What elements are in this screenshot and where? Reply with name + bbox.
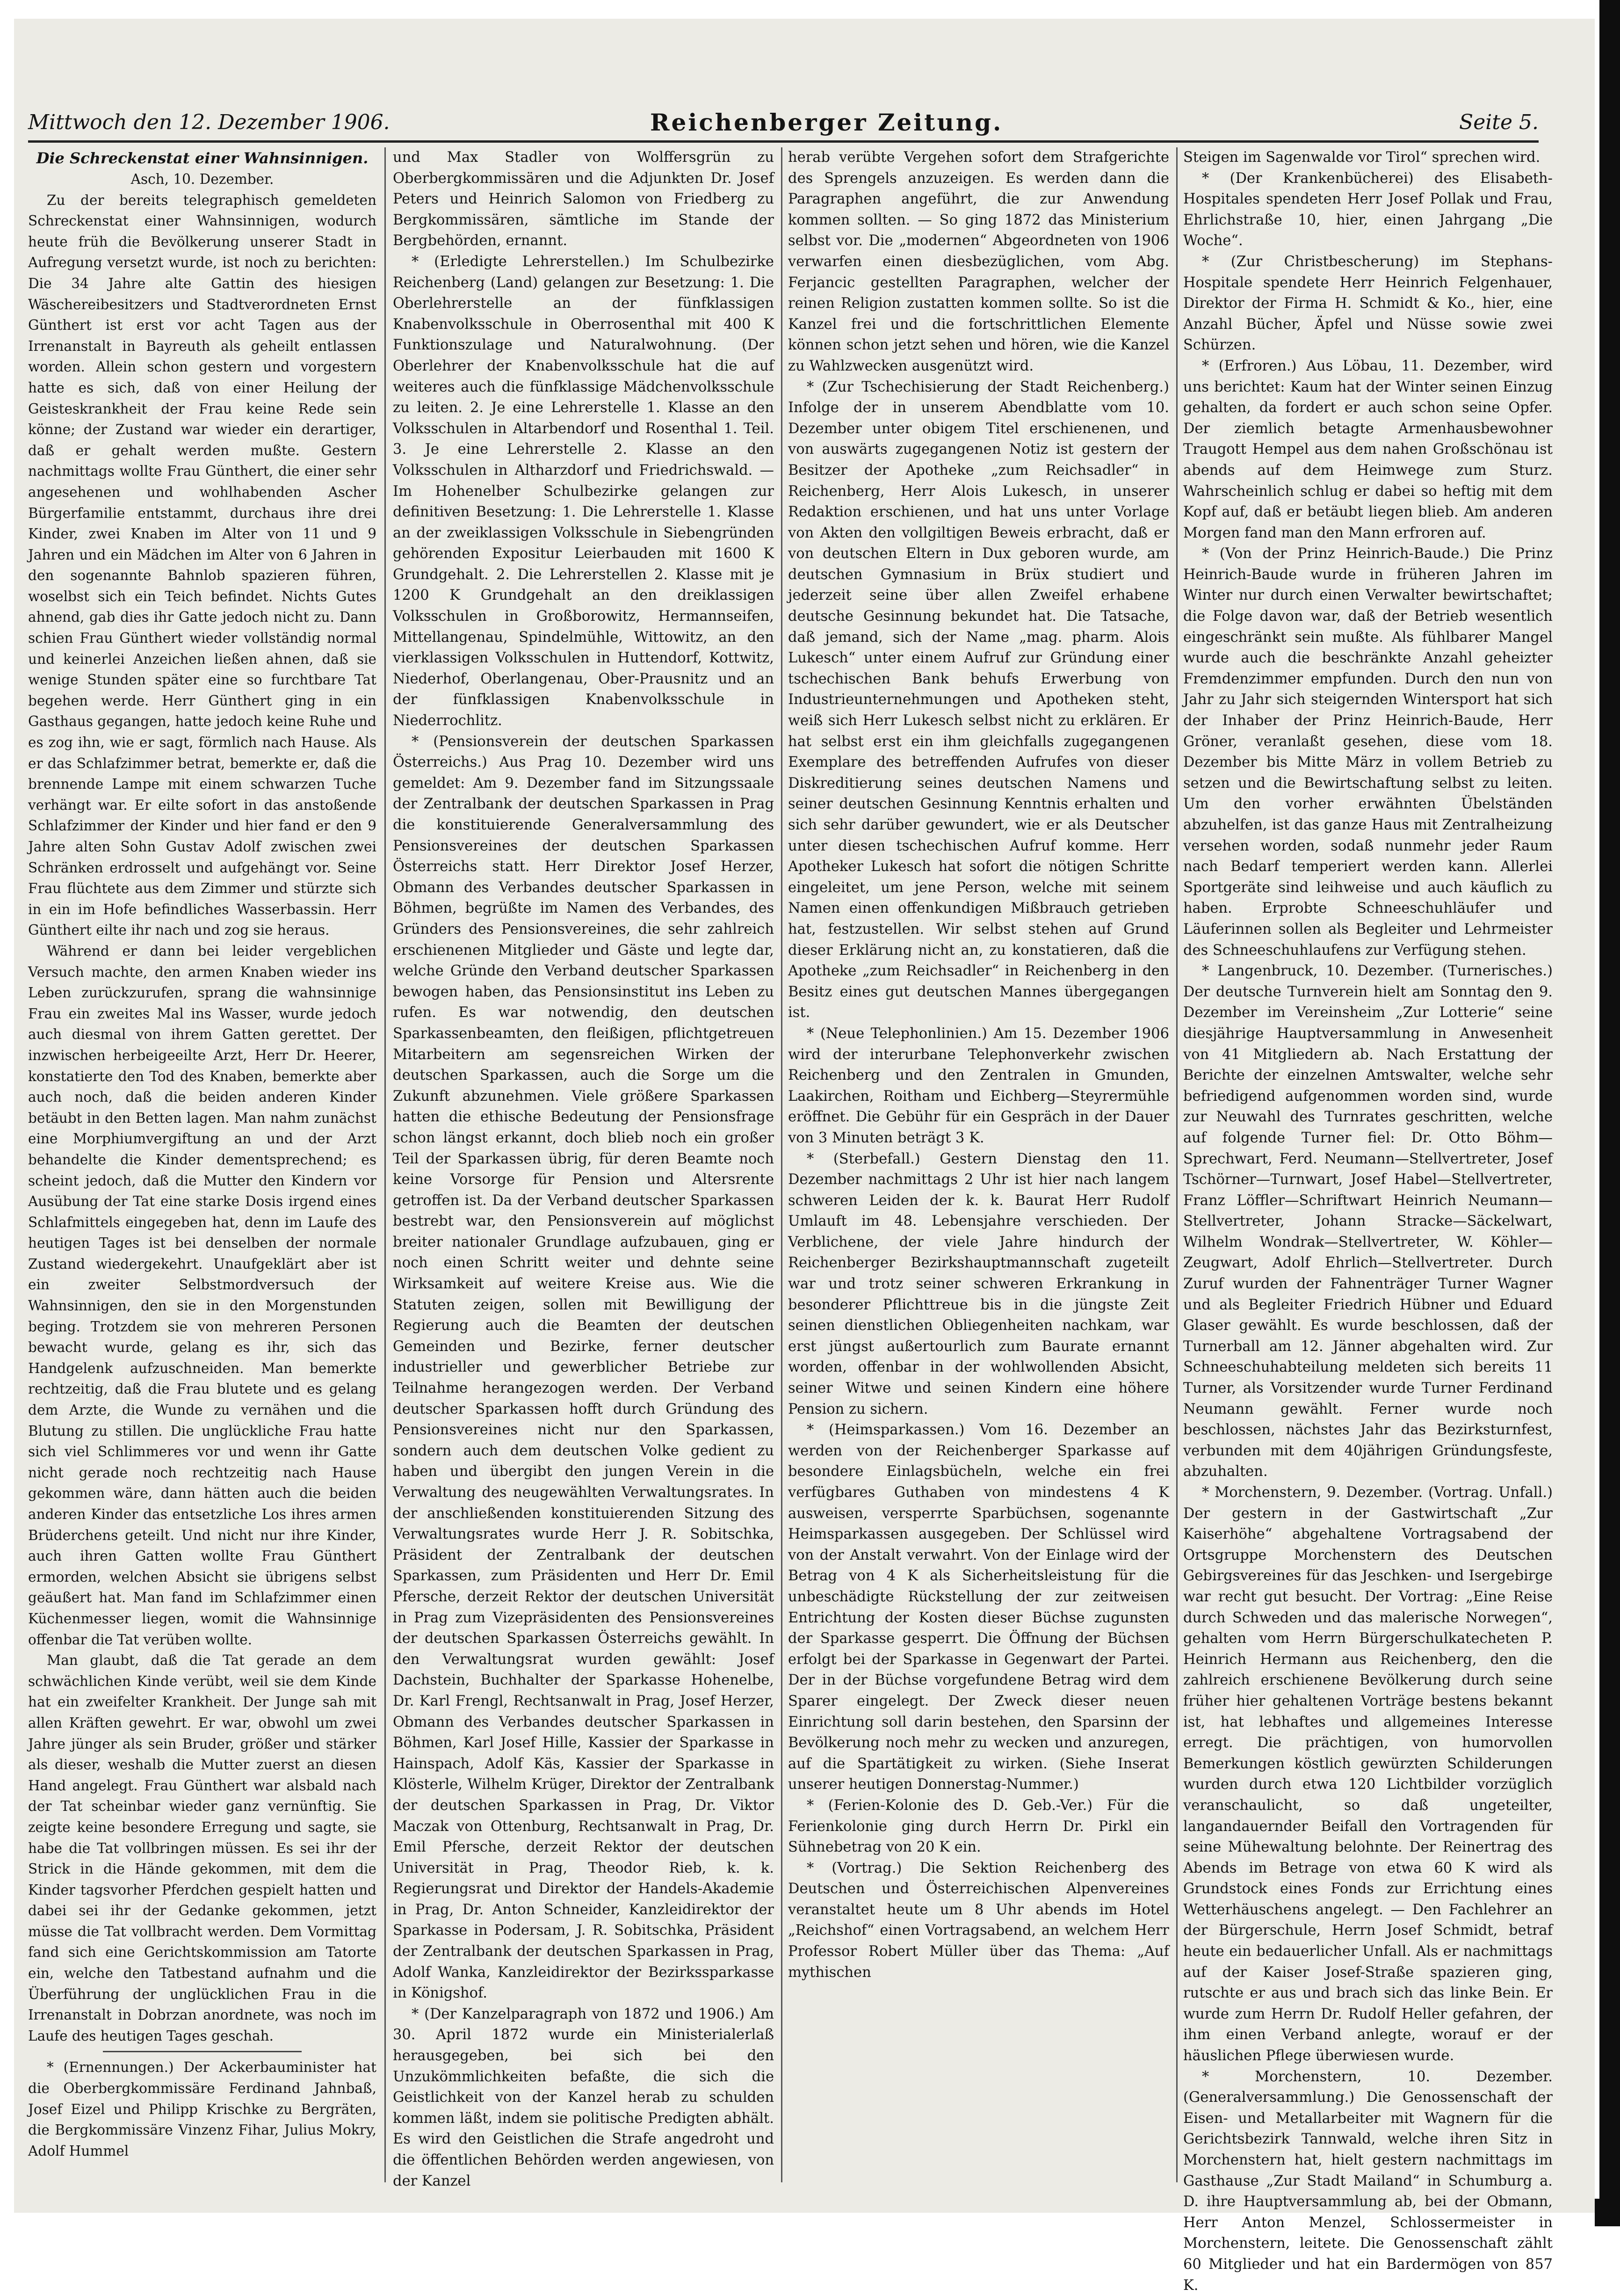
news-item: * (Ernennungen.) Der Ackerbauminister hat die Oberbergkommissäre Ferdinand Jahnbaß, Josef Eizel und Philipp Krischke zu Bergräten, die Bergkommissäre Vinzenz Fihar, Julius Mokry, Adolf Hummel	[28, 2059, 376, 2159]
news-item-continued: Steigen im Sagenwalde vor Tirol“ sprechen wird.	[1183, 149, 1540, 166]
scan-corner	[1595, 2199, 1620, 2226]
news-item: * (Ferien-Kolonie des D. Geb.-Ver.) Für die Ferienkolonie ging durch Herrn Dr. Pirkl ein Sühnebetrag von 20 K ein.	[788, 1797, 1169, 1856]
column-rule	[781, 147, 782, 2182]
column-4	[1183, 147, 1553, 2294]
news-item-continued: herab verübte Vergehen sofort dem Strafgerichte des Sprengels anzuzeigen. Es werden dann die Paragraphen angeführt, die zur Anwendung kommen sollten. — So ging 1872 das Ministerium selbst vor. Die „modernen“ Abgeordneten von 1906 verwarfen einen diesbezüglichen, vom Abg. Ferjancic gestellten Paragraphen, welcher der reinen Religion zustatten kommen sollte. So ist die Kanzel frei und die fortschrittlichen Elemente können schon jetzt sehen und hören, wie die Kanzel zu Wahlzwecken ausgenützt wird.	[788, 149, 1169, 374]
news-item: * (Zur Christbescherung) im Stephans-Hospitale spendete Herr Heinrich Felgenhauer, Direktor der Firma H. Schmidt & Ko., hier, eine Anzahl Bücher, Äpfel und Nüsse sowie zwei Schürzen.	[1183, 253, 1553, 354]
news-item: * Morchenstern, 9. Dezember. (Vortrag. Unfall.) Der gestern in der Gastwirtschaft „Zur Kaiserhöhe“ abgehaltene Vortragsabend der Ortsgruppe Morchenstern des Deutschen Gebirgsvereines für das Jeschken- und Isergebirge war recht gut besucht. Der Vortrag: „Eine Reise durch Schweden und das malerische Norwegen“, gehalten vom Herrn Bürgerschulkatecheten P. Heinrich Hermann aus Reichenberg, den die zahlreich erschienene Bevölkerung durch seine früher hier gehaltenen Vorträge bestens bekannt ist, hat lebhaftes und allgemeines Interesse erregt. Die prächtigen, von humorvollen Bemerkungen köstlich gewürzten Schilderungen wurden durch etwa 120 Lichtbilder vorzüglich veranschaulicht, so daß ungeteilter, langandauernder Beifall den Vortragenden für seine Mühewaltung belohnte. Der Reinertrag des Abends im Betrage von etwa 60 K wird als Grundstock eines Fonds zur Errichtung eines Wetterhäuschens angelegt. — Den Fachlehrer an der Bürgerschule, Herrn Josef Schmidt, betraf heute ein bedauerlicher Unfall. Als er nachmittags auf der Kaiser Josef-Straße spazieren ging, rutschte er aus und brach sich das linke Bein. Er wurde zum Herrn Dr. Rudolf Heller gefahren, der ihm einen Verband anlegte, worauf er der häuslichen Pflege überwiesen wurde.	[1183, 1484, 1553, 2064]
news-item: * (Von der Prinz Heinrich-Baude.) Die Prinz Heinrich-Baude wurde in früheren Jahren im Winter nur durch einen Verwalter bewirtschaftet; die Folge davon war, daß der Betrieb wesentlich eingeschränkt sein mußte. Als fühlbarer Mangel wurde auch die beschränkte Anzahl geheizter Fremdenzimmer empfunden. Durch den nun von Jahr zu Jahr sich steigernden Wintersport hat sich der Inhaber der Prinz Heinrich-Baude, Herr Gröner, veranlaßt gesehen, diese vom 18. Dezember bis Mitte März in vollem Betrieb zu setzen und die Bewirtschaftung selbst zu leiten. Um den vorher erwähnten Übelständen abzuhelfen, ist das ganze Haus mit Zentralheizung versehen worden, sodaß nunmehr jeder Raum nach Bedarf temperiert werden kann. Allerlei Sportgeräte sind leihweise und auch käuflich zu haben. Erprobte Schneeschuhläufer und Läuferinnen sollen als Begleiter und Lehrmeister des Schneeschuhlaufens zur Verfügung stehen.	[1183, 545, 1553, 959]
article-paragraph: Man glaubt, daß die Tat gerade an dem schwächlichen Kinde verübt, weil sie dem Kinde hat ein zweifelter Krankheit. Der Junge sah mit allen Kräften gewehrt. Er war, obwohl um zwei Jahre jünger als sein Bruder, größer und stärker als dieser, weshalb die Mutter zuerst an diesen Hand angelegt. Frau Günthert war alsbald nach der Tat scheinbar wieder ganz vernünftig. Sie zeigte keine besondere Erregung und sagte, sie habe die Tat vollbringen müssen. Es sei ihr der Strick in die Hände gekommen, mit dem die Kinder tagsvorher Pferdchen gespielt hatten und dabei sei ihr der Gedanke gekommen, jetzt müsse die Tat vollbracht werden. Dem Vormittag fand sich eine Gerichtskommission am Tatorte ein, welche den Tatbestand aufnahm und die Überführung der unglücklichen Frau in die Irrenanstalt in Dobrzan anordnete, was noch im Laufe des heutigen Tages geschah.	[28, 1652, 376, 2044]
article-separator	[103, 2051, 302, 2052]
news-item: * Langenbruck, 10. Dezember. (Turnerisches.) Der deutsche Turnverein hielt am Sonntag den 9. Dezember im Vereinsheim „Zur Lotterie“ seine diesjährige Hauptversammlung in Anwesenheit von 41 Mitgliedern ab. Nach Erstattung der Berichte der einzelnen Amtswalter, welche sehr befriedigend aufgenommen worden sind, wurde zur Neuwahl des Turnrates geschritten, welche auf folgende Turner fiel: Dr. Otto Böhm—Sprechwart, Ferd. Neumann—Stellvertreter, Josef Tschörner—Turnwart, Josef Habel—Stellvertreter, Franz Löffler—Schriftwart Heinrich Neumann—Stellvertreter, Johann Stracke—Säckelwart, Wilhelm Wondrak—Stellvertreter, W. Köhler—Zeugwart, Adolf Ehrlich—Stellvertreter. Durch Zuruf wurden der Fahnenträger Turner Wagner und als Begleiter Friedrich Hübner und Eduard Glaser gewählt. Es wurde beschlossen, daß der Turnerball am 12. Jänner abgehalten wird. Zur Schneeschuhabteilung meldeten sich bereits 11 Turner, als Vorsitzender wurde Turner Ferdinand Neumann gewählt. Ferner wurde noch beschlossen, nächstes Jahr das Bezirksturnfest, verbunden mit dem 40jährigen Gründungsfeste, abzuhalten.	[1183, 963, 1553, 1480]
header-rule	[28, 140, 1539, 143]
news-item: * (Der Kanzelparagraph von 1872 und 1906.) Am 30. April 1872 wurde ein Ministerialerlaß herausgegeben, bei sich bei den Unzukömmlichkeiten befaßte, die sich die Geistlichkeit von der Kanzel herab zu schulden kommen läßt, indem sie politische Predigten abhält. Es wird den Geistlichen die Strafe angedroht und die öffentlichen Behörden werden angewiesen, von der Kanzel	[393, 2005, 774, 2189]
news-item: * (Zur Tschechisierung der Stadt Reichenberg.) Infolge der in unserem Abendblatte vom 10. Dezember unter obigem Titel erschienenen, und von auswärts zugegangenen Notiz ist gestern der Besitzer der Apotheke „zum Reichsadler“ in Reichenberg, Herr Alois Lukesch, in unserer Redaktion erschienen, und hat uns unter Vorlage von Akten den vollgiltigen Beweis erbracht, daß er von deutschen Eltern in Dux geboren wurde, am deutschen Gymnasium in Brüx studiert und jederzeit seine über allen Zweifel erhabene deutsche Gesinnung bekundet hat. Die Tatsache, daß jemand, sich der Name „mag. pharm. Alois Lukesch“ unter einem Aufruf zur Gründung einer tschechischen Bank behufs Erwerbung von Industrieunternehmungen und Apotheken steht, weiß sich Herr Lukesch selbst nicht zu erklären. Er hat selbst erst ein ihm gleichfalls zugegangenen Exemplare des betreffenden Aufrufes von dieser Diskreditierung seines deutschen Namens und seiner deutschen Gesinnung Kenntnis erhalten und sich sehr darüber gewundert, wie er als Deutscher unter diesen tschechischen Aufruf komme. Herr Apotheker Lukesch hat sofort die nötigen Schritte eingeleitet, um jene Person, welche mit seinem Namen einen offenkundigen Mißbrauch getrieben hat, festzustellen. Wir selbst stehen auf Grund dieser Erklärung nicht an, zu konstatieren, daß die Apotheke „zum Reichsadler“ in Reichenberg in den Besitz eines gut deutschen Mannes übergegangen ist.	[788, 378, 1169, 1021]
article-paragraph: Zu der bereits telegraphisch gemeldeten Schreckenstat einer Wahnsinnigen, wodurch heute früh die Bevölkerung unserer Stadt in Aufregung versetzt wurde, ist noch zu berichten: Die 34 Jahre alte Gattin des hiesigen Wäschereibesitzers und Stadtverordneten Ernst Günthert ist erst vor acht Tagen aus der Irrenanstalt in Bayreuth als geheilt entlassen worden. Allein schon gestern und vorgestern hatte es sich, daß von einer Heilung der Geisteskrankheit der Frau keine Rede sein könne; der Zustand war wieder ein derartiger, daß er gehalt werden mußte. Gestern nachmittags wollte Frau Günthert, die einer sehr angesehenen und wohlhabenden Ascher Bürgerfamilie entstammt, durchaus ihre drei Kinder, zwei Knaben im Alter von 11 und 9 Jahren und ein Mädchen im Alter von 6 Jahren in den sogenannte Bahnlob spazieren führen, woselbst sich ein Teich befindet. Nichts Gutes ahnend, gab dies ihr Gatte jedoch nicht zu. Dann schien Frau Günthert wieder vollständig normal und keinerlei Anzeichen ließen ahnen, daß sie wenige Stunden später eine so furchtbare Tat begehen werde. Herr Günthert ging in ein Gasthaus gegangen, hatte jedoch keine Ruhe und es zog ihn, wie er sagt, förmlich nach Hause. Als er das Schlafzimmer betrat, bemerkte er, daß die brennende Lampe mit einem schwarzen Tuche verhängt war. Er eilte sofort in das anstoßende Schlafzimmer der Kinder und hier fand er den 9 Jahre alten Sohn Gustav Adolf zwischen zwei Schränken erdrosselt und aufgehängt vor. Seine Frau flüchtete aus dem Zimmer und stürzte sich in ein im Hofe befindliches Wasserbassin. Herr Günthert eilte ihr nach und zog sie heraus.	[28, 192, 376, 938]
column-3	[788, 147, 1169, 2182]
column-2	[393, 147, 774, 2189]
article-paragraph: Während er dann bei leider vergeblichen Versuch machte, den armen Knaben wieder ins Leben zurückzurufen, sprang die wahnsinnige Frau ein zweites Mal ins Wasser, wurde jedoch auch diesmal von ihrem Gatten gerettet. Der inzwischen herbeigeeilte Arzt, Herr Dr. Heerer, konstatierte den Tod des Knaben, bemerkte aber auch noch, daß die beiden anderen Kinder betäubt in den Betten lagen. Man nahm zunächst eine Morphiumvergiftung an und der Arzt behandelte die Kinder dementsprechend; es scheint jedoch, daß die Mutter den Kindern vor Ausübung der Tat eine starke Dosis irgend eines Schlafmittels eingegeben hat, denn im Laufe des heutigen Tages ist bei denselben der normale Zustand wiedergekehrt. Unaufgeklärt aber ist ein zweiter Selbstmordversuch der Wahnsinnigen, den sie in den Morgenstunden beging. Trotzdem sie von mehreren Personen bewacht wurde, gelang es ihr, sich das Handgelenk aufzuschneiden. Man bemerkte rechtzeitig, daß die Frau blutete und es gelang dem Arzte, die Wunde zu vernähen und die Blutung zu stillen. Die unglückliche Frau hatte sich viel Schlimmeres vor und wenn ihr Gatte nicht gerade noch rechtzeitig nach Hause gekommen wäre, dann hätten auch die beiden anderen Kinder das entsetzliche Los ihres armen Brüderchens geteilt. Und nicht nur ihre Kinder, auch ihren Gatten wollte Frau Günthert ermorden, welchen Absicht sie übrigens selbst geäußert hat. Man fand im Schlafzimmer einen Küchenmesser liegen, womit die Wahnsinnige offenbar die Tat verüben wollte.	[28, 943, 376, 1648]
header-date: Mittwoch den 12. Dezember 1906.	[28, 110, 390, 134]
article-title: Die Schreckenstat einer Wahnsinnigen.	[36, 149, 369, 167]
article-dateline: Asch, 10. Dezember.	[130, 171, 274, 187]
page-number: Seite 5.	[1459, 110, 1539, 134]
news-item: * (Neue Telephonlinien.) Am 15. Dezember 1906 wird der interurbane Telephonverkehr zwischen Reichenberg und den Zentralen in Gmunden, Laakirchen, Roitham und Eichberg—Steyrermühle eröffnet. Die Gebühr für ein Gespräch in der Dauer von 3 Minuten beträgt 3 K.	[788, 1025, 1169, 1146]
news-item-continued: und Max Stadler von Wolffersgrün zu Oberbergkommissären und die Adjunkten Dr. Josef Peters und Heinrich Salomon von Friedberg zu Bergkommissären, sämtliche im Stande der Bergbehörden, ernannt.	[393, 149, 774, 249]
column-rule	[1176, 147, 1178, 2182]
newspaper-title: Reichenberger Zeitung.	[650, 109, 1003, 136]
page-header	[28, 108, 1539, 140]
column-rule	[384, 147, 386, 2182]
news-item: * (Erledigte Lehrerstellen.) Im Schulbezirke Reichenberg (Land) gelangen zur Besetzung: 1. Die Oberlehrerstelle an der fünfklassigen Knabenvolksschule in Oberrosenthal mit 400 K Funktionszulage und Naturalwohnung. (Der Oberlehrer der Knabenvolksschule hat die auf weiteres auch die fünfklassige Mädchenvolksschule zu leiten. 2. Je eine Lehrerstelle 1. Klasse an den Volksschulen in Altarbendorf und Rosenthal 1. Teil. 3. Je eine Lehrerstelle 2. Klasse an den Volksschulen in Altharzdorf und Friedrichswald. — Im Hohenelber Schulbezirke gelangen zur definitiven Besetzung: 1. Die Lehrerstelle 1. Klasse an der zweiklassigen Volksschule in Siebengründen gehörenden Expositur Leierbauden mit 1600 K Grundgehalt. 2. Die Lehrerstellen 2. Klasse mit je 1200 K Grundgehalt an den dreiklassigen Volksschulen in Großborowitz, Hermannseifen, Mittellangenau, Spindelmühle, Wittowitz, an den vierklassigen Volksschulen in Huttendorf, Kottwitz, Niederhof, Oberlangenau, Ober-Prausnitz und an der fünfklassigen Knabenvolksschule in Niederrochlitz.	[393, 253, 774, 729]
news-item: * (Erfroren.) Aus Löbau, 11. Dezember, wird uns berichtet: Kaum hat der Winter seinen Einzug gehalten, da fordert er auch schon seine Opfer. Der ziemlich betagte Armenhausbewohner Traugott Hempel aus dem nahen Großschönau ist abends auf dem Heimwege zum Sturz. Wahrscheinlich schlug er dabei so heftig mit dem Kopf auf, daß er betäubt liegen blieb. Am anderen Morgen fand man den Mann erfroren auf.	[1183, 357, 1553, 541]
news-item: * (Der Krankenbücherei) des Elisabeth-Hospitales spendeten Herr Josef Pollak und Frau, Ehrlichstraße 10, hier, einen Jahrgang „Die Woche“.	[1183, 170, 1553, 249]
news-item: * (Heimsparkassen.) Vom 16. Dezember an werden von der Reichenberger Sparkasse auf besondere Einlagsbücheln, welche ein frei verfügbares Guthaben von mindestens 4 K ausweisen, versperrte Sparbüchsen, sogenannte Heimsparkassen ausgegeben. Der Schlüssel wird von der Anstalt verwahrt. Von der Einlage wird der Betrag von 4 K als Sicherheitsleistung für die unbeschädigte Rückstellung der zur zeitweisen Entrichtung der Kosten dieser Büchse zugunsten der Sparkasse gesperrt. Die Öffnung der Büchsen erfolgt bei der Sparkasse in Gegenwart der Partei. Der in der Büchse vorgefundene Betrag wird dem Sparer eingelegt. Der Zweck dieser neuen Einrichtung soll darin bestehen, den Sparsinn der Bevölkerung noch mehr zu wecken und anzuregen, auf die Spartätigkeit zu wirken. (Siehe Inserat unserer heutigen Donnerstag-Nummer.)	[788, 1422, 1169, 1793]
scan-edge	[1599, 0, 1620, 2226]
column-1	[28, 147, 376, 2182]
news-item: * (Pensionsverein der deutschen Sparkassen Österreichs.) Aus Prag 10. Dezember wird uns gemeldet: Am 9. Dezember fand im Sitzungssaale der Zentralbank der deutschen Sparkassen in Prag die konstituierende Generalversammlung des Pensionsvereines der deutschen Sparkassen Österreichs statt. Herr Direktor Josef Herzer, Obmann des Verbandes deutscher Sparkassen in Böhmen, begrüßte im Namen des Verbandes, des Gründers des Pensionsvereines, die sehr zahlreich erschienenen Mitglieder und Gäste und legte dar, welche Gründe den Verband deutscher Sparkassen bewogen haben, das Pensionsinstitut ins Leben zu rufen. Es war notwendig, den deutschen Sparkassenbeamten, den fleißigen, pflichtgetreuen Mitarbeitern am segensreichen Wirken der deutschen Sparkassen, auch die Sorge um die Zukunft abzunehmen. Viele größere Sparkassen hatten die ethische Bedeutung der Pensionsfrage schon längst erkannt, doch blieb noch ein großer Teil der Sparkassen übrig, für deren Beamte noch keine Vorsorge für Pension und Altersrente getroffen ist. Da der Verband deutscher Sparkassen bestrebt war, den Pensionsverein auf möglichst breiter nationaler Grundlage aufzubauen, ging er noch einen Schritt weiter und dehnte seine Wirksamkeit auf weitere Kreise aus. Wie die Statuten zeigen, sollen mit Bewilligung der Regierung auch die Beamten der deutschen Gemeinden und Bezirke, ferner deutscher industrieller und gewerblicher Betriebe zur Teilnahme herangezogen werden. Der Verband deutscher Sparkassen hofft durch Gründung des Pensionsvereines nicht nur den Sparkassen, sondern auch dem deutschen Volke gedient zu haben und übergibt den jungen Verein in die Verwaltung des neugewählten Verwaltungsrates. In der anschließenden konstituierenden Sitzung des Verwaltungsrates wurde Herr J. R. Sobitschka, Präsident der Zentralbank der deutschen Sparkassen, zum Präsidenten und Herr Dr. Emil Pfersche, derzeit Rektor der deutschen Universität in Prag zum Vizepräsidenten des Pensionsvereines der deutschen Sparkassen Österreichs gewählt. In den Verwaltungsrat wurden gewählt: Josef Dachstein, Buchhalter der Sparkasse Hohenelbe, Dr. Karl Frengl, Rechtsanwalt in Prag, Josef Herzer, Obmann des Verbandes deutscher Sparkassen in Böhmen, Karl Josef Hille, Kassier der Sparkasse in Hainspach, Adolf Käs, Kassier der Sparkasse in Klösterle, Wilhelm Krüger, Direktor der Zentralbank der deutschen Sparkassen in Prag, Dr. Viktor Maczak von Ottenburg, Rechtsanwalt in Prag, Dr. Emil Pfersche, derzeit Rektor der deutschen Universität in Prag, Theodor Rieb, k. k. Regierungsrat und Direktor der Handels-Akademie in Prag, Dr. Anton Schneider, Kanzleidirektor der Sparkasse in Podersam, J. R. Sobitschka, Präsident der Zentralbank der deutschen Sparkassen in Prag, Adolf Wanka, Kanzleidirektor der Bezirkssparkasse in Königshof.	[393, 733, 774, 2002]
news-item: * (Sterbefall.) Gestern Dienstag den 11. Dezember nachmittags 2 Uhr ist hier nach langem schweren Leiden der k. k. Baurat Herr Rudolf Umlauft im 48. Lebensjahre verschieden. Der Verblichene, der viele Jahre hindurch der Reichenberger Bezirkshauptmannschaft zugeteilt war und trotz seiner schweren Erkrankung in besonderer Pflichttreue bis in die jüngste Zeit seinen dienstlichen Obliegenheiten nachkam, war erst jüngst außertourlich zum Baurate ernannt worden, offenbar in der wohlwollenden Absicht, seiner Witwe und seinen Kindern eine höhere Pension zu sichern.	[788, 1150, 1169, 1417]
news-item: * Morchenstern, 10. Dezember. (Generalversammlung.) Die Genossenschaft der Eisen- und Metallarbeiter mit Wagnern für die Gerichtsbezirk Tannwald, welche ihren Sitz in Morchenstern hat, hielt gestern nachmittags im Gasthause „Zur Stadt Mailand“ in Schumburg a. D. ihre Hauptversammlung ab, bei der Obmann, Herr Anton Menzel, Schlossermeister in Morchenstern, leitete. Die Genossenschaft zählt 60 Mitglieder und hat ein Bardermögen von 857 K.	[1183, 2068, 1553, 2294]
news-item: * (Vortrag.) Die Sektion Reichenberg des Deutschen und Österreichischen Alpenvereines veranstaltet heute um 8 Uhr abends im Hotel „Reichshof“ einen Vortragsabend, an welchem Herr Professor Robert Müller über das Thema: „Auf mythischen	[788, 1860, 1169, 1981]
